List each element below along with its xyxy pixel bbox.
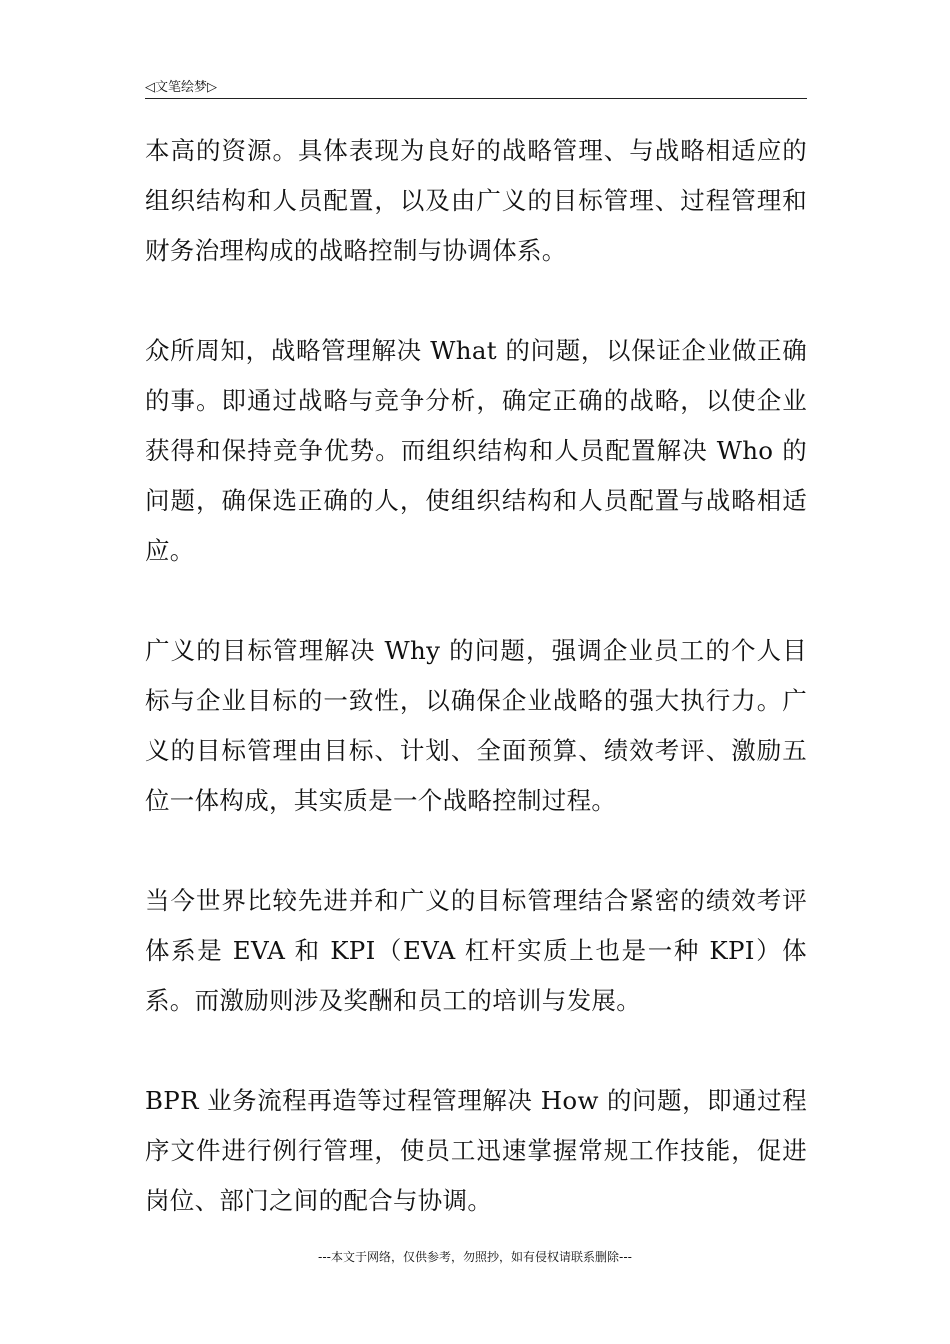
paragraph-3: 广义的目标管理解决 Why 的问题，强调企业员工的个人目标与企业目标的一致性，以确保企业战略的强大执行力。广义的目标管理由目标、计划、全面预算、绩效考评、激励五位一体构成，其实质是一个战略控制过程。 [145,636,807,815]
page-footer: ---本文于网络，仅供参考，勿照抄，如有侵权请联系删除--- [318,1250,632,1264]
paragraph-4: 当今世界比较先进并和广义的目标管理结合紧密的绩效考评体系是 EVA 和 KPI（EVA 杠杆实质上也是一种 KPI）体系。而激励则涉及奖酬和员工的培训与发展。 [145,886,807,1015]
paragraph-2: 众所周知，战略管理解决 What 的问题，以保证企业做正确的事。即通过战略与竞争分析，确定正确的战略，以使企业获得和保持竞争优势。而组织结构和人员配置解决 Who 的问题，确保选正确的人，使组织结构和人员配置与战略相适应。 [145,336,807,565]
paragraph-5: BPR 业务流程再造等过程管理解决 How 的问题，即通过程序文件进行例行管理，使员工迅速掌握常规工作技能，促进岗位、部门之间的配合与协调。 [145,1086,807,1215]
document-body [145,126,807,1276]
page-header [145,74,807,99]
paragraph-1: 本高的资源。具体表现为良好的战略管理、与战略相适应的组织结构和人员配置，以及由广义的目标管理、过程管理和财务治理构成的战略控制与协调体系。 [145,136,807,265]
header-title: ◁文笔绘梦▷ [145,80,217,95]
